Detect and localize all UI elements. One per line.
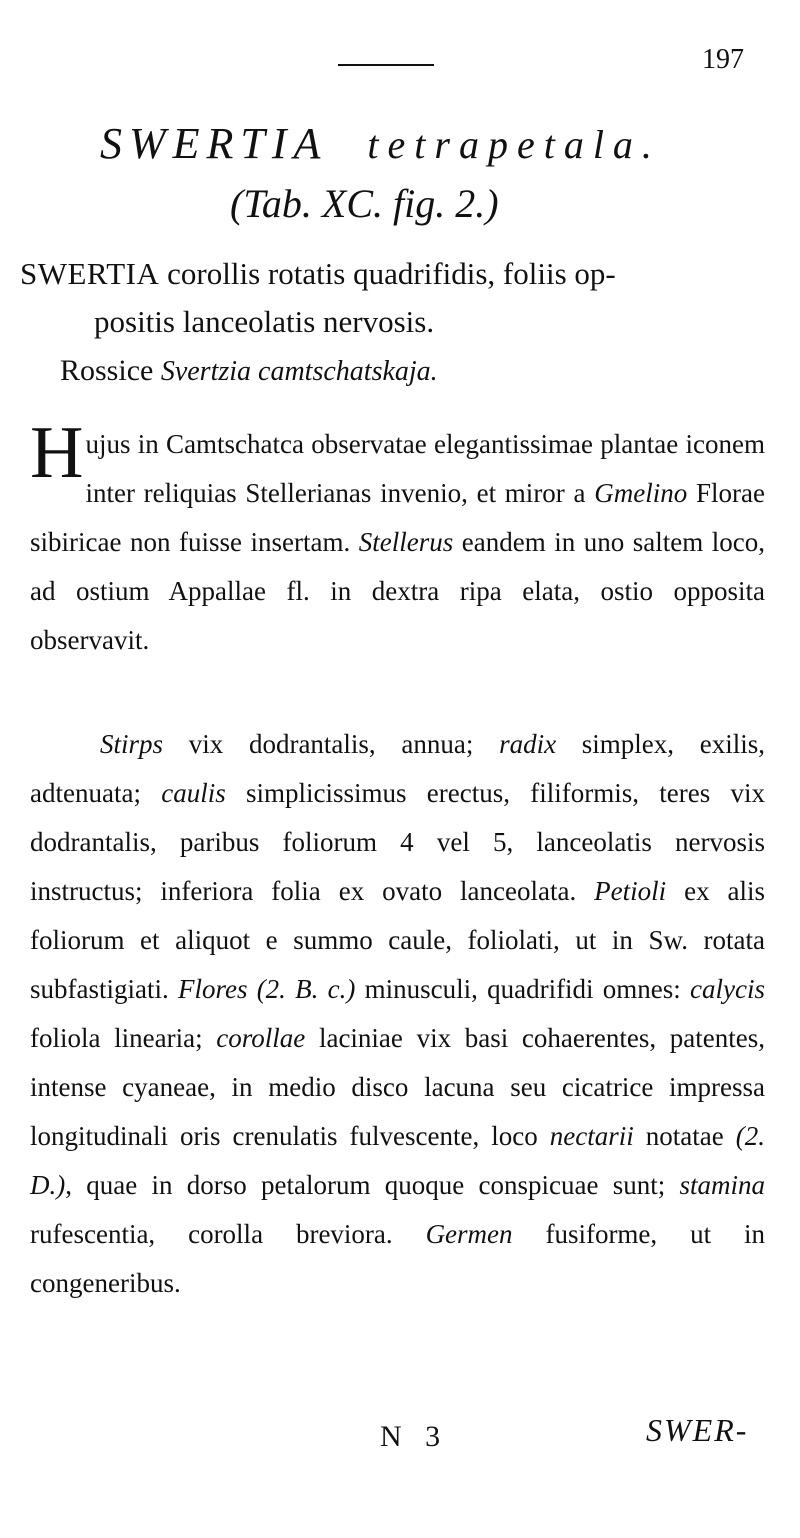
vernacular-prefix: Rossice <box>60 354 161 387</box>
drop-cap: H <box>30 412 84 494</box>
para2-text-9: , quae in dorso petalorum quoque conspicuae sunt; <box>65 1170 680 1200</box>
para2-italic-9: (2. D.) <box>30 1121 765 1200</box>
para2-italic-7: corollae <box>216 1023 306 1053</box>
header-rule <box>338 64 434 66</box>
para1-text-2: Florae sibiricae non fuisse insertam. <box>30 478 765 557</box>
para2-italic-3: caulis <box>161 778 226 808</box>
para2-italic-4: Petioli <box>594 876 667 906</box>
para1-text-1: ujus in Camtschatca observatae elegantissimae plantae iconem inter reliquias Stellerianas invenio, et miror a <box>85 429 765 508</box>
paragraph-2 <box>30 720 765 1308</box>
diagnosis-line2: positis lanceolatis nervosis. <box>94 304 435 339</box>
para2-text-6: foliola linearia; <box>30 1023 217 1053</box>
diagnosis-genus: SWERTIA <box>20 256 160 291</box>
vernacular-name <box>60 354 438 388</box>
para2-italic-8: nectarii <box>549 1121 634 1151</box>
page-number: 197 <box>702 44 744 75</box>
vernacular-term: Svertzia camtschatskaja. <box>160 356 438 387</box>
para2-text-3: simplicissimus erectus, filiformis, teres vix dodrantalis, paribus foliorum 4 vel 5, lanceolatis nervosis instructus; inferiora folia ex ovato lanceolata. <box>30 778 765 906</box>
para2-italic-2: radix <box>499 729 557 759</box>
para2-text-1: vix dodrantalis, annua; <box>163 729 500 759</box>
para2-text-2: simplex, exilis, adtenuata; <box>30 729 765 808</box>
para2-text-10: rufescentia, corolla breviora. <box>30 1219 426 1249</box>
para2-text-4: ex alis foliorum et aliquot e summo caule, foliolati, ut in Sw. rotata subfastigiati. <box>30 876 766 1004</box>
para1-italic-2: Stellerus <box>358 527 454 557</box>
title-species: tetrapetala. <box>367 122 661 167</box>
para2-italic-6: calycis <box>690 974 765 1004</box>
para2-italic-10: stamina <box>679 1170 765 1200</box>
para2-italic-11: Germen <box>425 1219 513 1249</box>
plate-reference: (Tab. XC. fig. 2.) <box>230 181 499 226</box>
species-title <box>100 118 700 169</box>
para1-italic-1: Gmelino <box>594 478 688 508</box>
diagnosis <box>20 250 760 346</box>
para1-text-3: eandem in uno saltem loco, ad ostium Appallae fl. in dextra ripa elata, ostio opposita observavit. <box>30 527 766 655</box>
para2-text-7: laciniae vix basi cohaerentes, patentes, intense cyaneae, in medio disco lacuna seu cicatrice impressa longitudinali oris crenulatis fulvescente, loco <box>30 1023 765 1151</box>
para2-text-5: minusculi, quadrifidi omnes: <box>355 974 691 1004</box>
para2-text-11: fusiforme, ut in congeneribus. <box>30 1219 765 1298</box>
diagnosis-line1: corollis rotatis quadrifidis, foliis op- <box>159 256 616 291</box>
signature-mark: N 3 <box>380 1420 449 1453</box>
title-genus: SWERTIA <box>100 119 328 168</box>
catchword: SWER- <box>646 1412 749 1448</box>
paragraph-1 <box>30 412 766 665</box>
para2-text-8: notatae <box>633 1121 736 1151</box>
para2-italic-1: Stirps <box>100 729 164 759</box>
para2-italic-5: Flores (2. B. c.) <box>177 974 356 1004</box>
